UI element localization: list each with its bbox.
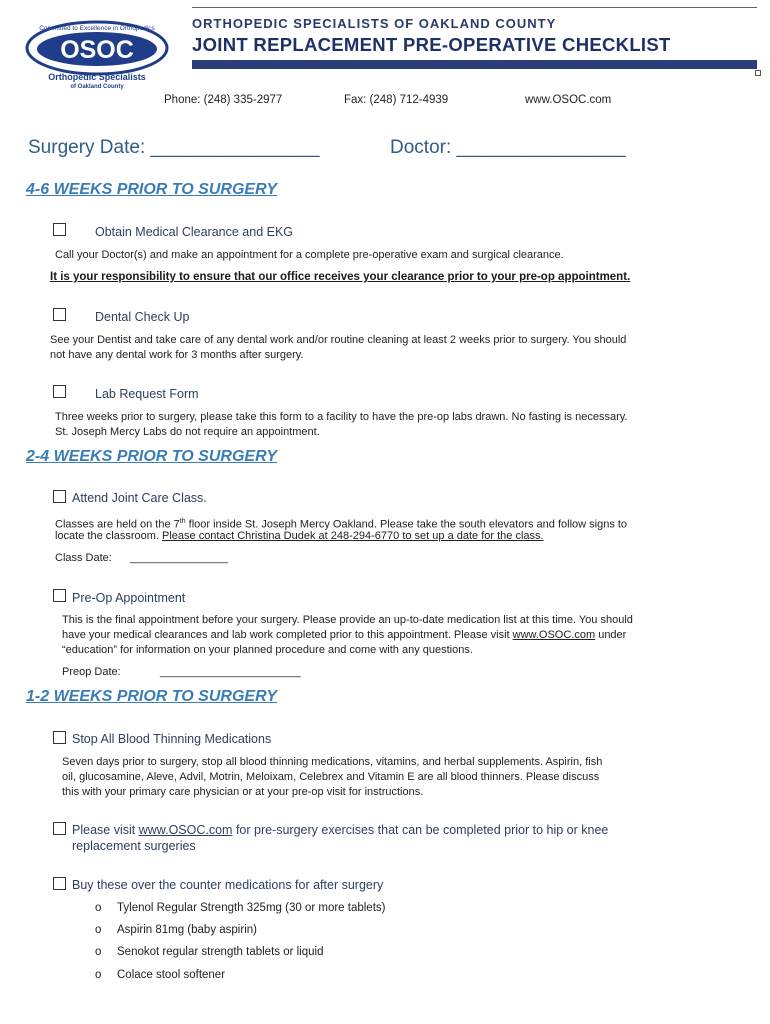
item-title-joint-class: Attend Joint Care Class. xyxy=(72,491,207,505)
item-title-exercises-2: replacement surgeries xyxy=(72,839,196,853)
bullet-marker: o xyxy=(95,946,102,958)
item-title-lab-request: Lab Request Form xyxy=(95,387,199,401)
website[interactable]: www.OSOC.com xyxy=(525,94,612,106)
item-text-dental-2: not have any dental work for 3 months after surgery. xyxy=(50,349,304,361)
item-title-preop-appointment: Pre-Op Appointment xyxy=(72,591,186,605)
item-title-otc-medications: Buy these over the counter medications for after surgery xyxy=(72,878,384,892)
item-text-lab-2: St. Joseph Mercy Labs do not require an appointment. xyxy=(55,426,320,438)
checkbox-joint-class[interactable] xyxy=(53,490,66,503)
med-list-item xyxy=(95,902,385,914)
item-text-blood-thinners-2: oil, glucosamine, Aleve, Advil, Motrin, Meloixam, Celebrex and Vitamin E are all blood thinners. Please discuss xyxy=(62,771,600,783)
checkbox-medical-clearance[interactable] xyxy=(53,223,66,236)
text-fragment: under xyxy=(595,629,627,641)
class-date-label: Class Date: xyxy=(55,552,112,564)
item-text-lab-1: Three weeks prior to surgery, please take this form to a facility to have the pre-op labs drawn. No fasting is necessary. xyxy=(55,411,628,423)
section-heading-2-4-weeks: 2-4 WEEKS PRIOR TO SURGERY xyxy=(26,448,278,465)
phone: Phone: (248) 335-2977 xyxy=(164,94,283,106)
item-text-medical-clearance: Call your Doctor(s) and make an appointment for a complete pre-operative exam and surgical clearance. xyxy=(55,249,564,261)
text-fragment: for pre-surgery exercises that can be completed prior to hip or knee xyxy=(232,823,609,837)
text-fragment: floor inside St. Joseph Mercy Oakland. Please take the south elevators and follow signs to xyxy=(185,518,628,531)
preop-date-label: Preop Date: xyxy=(62,666,121,678)
item-title-dental: Dental Check Up xyxy=(95,310,190,324)
osoc-exercises-link[interactable]: www.OSOC.com xyxy=(138,823,233,837)
surgery-date-field[interactable]: Surgery Date: ________________ xyxy=(28,137,320,158)
med-list-item xyxy=(95,969,225,981)
item-text-blood-thinners-3: this with your primary care physician or at your pre-op visit for instructions. xyxy=(62,786,424,798)
med-label: Senokot regular strength tablets or liquid xyxy=(117,946,324,958)
item-text-blood-thinners-1: Seven days prior to surgery, stop all blood thinning medications, vitamins, and herbal supplements. Aspirin, fish xyxy=(62,756,603,768)
med-label: Tylenol Regular Strength 325mg (30 or more tablets) xyxy=(117,902,386,914)
checkbox-otc-medications[interactable] xyxy=(53,877,66,890)
superscript: th xyxy=(179,518,186,525)
header-top-rule xyxy=(192,7,757,8)
bullet-marker: o xyxy=(95,924,102,936)
fax: Fax: (248) 712-4939 xyxy=(344,94,449,106)
checkbox-stop-blood-thinners[interactable] xyxy=(53,731,66,744)
class-date-field[interactable]: ________________ xyxy=(130,552,228,564)
osoc-logo xyxy=(24,18,170,90)
med-label: Colace stool softener xyxy=(117,969,226,981)
text-fragment: Classes are held on the 7 xyxy=(55,518,180,531)
header-bar xyxy=(192,60,757,69)
checkbox-exercises[interactable] xyxy=(53,822,66,835)
contact-christina-link[interactable]: Please contact Christina Dudek at 248-294-6770 to set up a date for the class. xyxy=(162,530,544,542)
corner-marker xyxy=(755,70,761,76)
checkbox-lab-request[interactable] xyxy=(53,385,66,398)
logo-ring-text: Committed to Excellence in Orthopedics xyxy=(39,25,155,32)
section-heading-4-6-weeks: 4-6 WEEKS PRIOR TO SURGERY xyxy=(26,181,278,198)
item-title-stop-blood-thinners: Stop All Blood Thinning Medications xyxy=(72,732,272,746)
med-label: Aspirin 81mg (baby aspirin) xyxy=(117,924,257,936)
item-text-joint-class-2 xyxy=(55,529,544,544)
osoc-website-link[interactable]: www.OSOC.com xyxy=(512,629,596,641)
bullet-marker: o xyxy=(95,902,102,914)
text-fragment: Please visit xyxy=(72,823,139,837)
med-list-item xyxy=(95,924,257,936)
item-text-preop-3: “education” for information on your planned procedure and come with any questions. xyxy=(62,644,473,656)
doc-title: JOINT REPLACEMENT PRE-OPERATIVE CHECKLIST xyxy=(192,34,671,55)
text-fragment: have your medical clearances and lab work completed prior to this appointment. Please visit xyxy=(62,629,513,641)
med-list-item xyxy=(95,946,323,958)
preop-date-field[interactable]: _______________________ xyxy=(160,666,301,678)
item-text-preop-2 xyxy=(62,628,626,643)
logo-caption: Orthopedic Specialists xyxy=(48,72,146,82)
item-text-dental-1: See your Dentist and take care of any dental work and/or routine cleaning at least 2 weeks prior to surgery. You should xyxy=(50,334,627,346)
responsibility-notice: It is your responsibility to ensure that our office receives your clearance prior to your pre-op appointment. xyxy=(50,271,631,283)
logo-text: OSOC xyxy=(60,36,134,64)
text-fragment: locate the classroom. xyxy=(55,530,162,542)
bullet-marker: o xyxy=(95,969,102,981)
checkbox-dental[interactable] xyxy=(53,308,66,321)
doctor-field[interactable]: Doctor: ________________ xyxy=(390,137,626,158)
item-text-preop-1: This is the final appointment before your surgery. Please provide an up-to-date medication list at this time. You should xyxy=(62,614,633,626)
item-title-exercises xyxy=(72,823,608,837)
checkbox-preop-appointment[interactable] xyxy=(53,589,66,602)
logo-caption-sub: of Oakland County xyxy=(70,84,124,90)
item-title-medical-clearance: Obtain Medical Clearance and EKG xyxy=(95,225,294,239)
section-heading-1-2-weeks: 1-2 WEEKS PRIOR TO SURGERY xyxy=(26,688,278,705)
org-name: ORTHOPEDIC SPECIALISTS OF OAKLAND COUNTY xyxy=(192,16,557,31)
